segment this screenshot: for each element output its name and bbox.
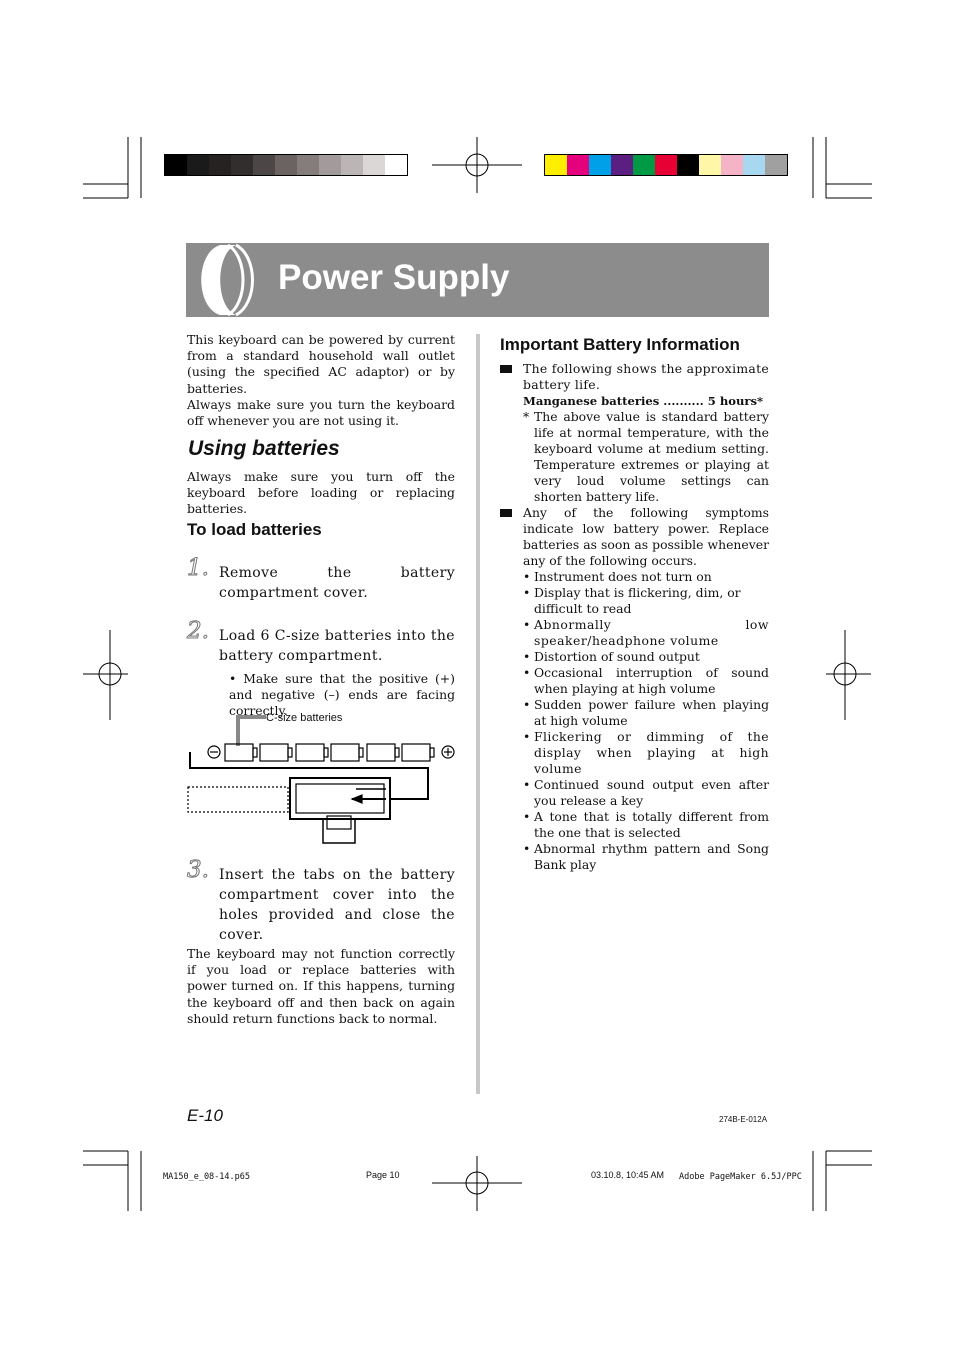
- list-item: [523, 585, 769, 617]
- swatch: [253, 155, 275, 175]
- swatch: [187, 155, 209, 175]
- bullet-icon: •: [523, 585, 531, 600]
- bullet-icon: •: [523, 809, 531, 824]
- bullet-icon: •: [523, 649, 531, 664]
- intro-paragraph: Always make sure you turn the keyboard off whenever you are not using it.: [187, 396, 455, 429]
- list-item-text: Display that is flickering, dim, or difficult to read: [534, 585, 741, 616]
- swatch: [655, 155, 677, 175]
- swatch: [297, 155, 319, 175]
- list-item: [523, 697, 769, 729]
- footnote: [500, 409, 769, 505]
- info-item-text: Any of the following symptoms indicate low battery power. Replace batteries as soon as possible whenever any of the following occurs.: [523, 505, 769, 568]
- step-text: Load 6 C-size batteries into the battery compartment.: [219, 628, 455, 664]
- swatch: [567, 155, 589, 175]
- swatch: [275, 155, 297, 175]
- bullet-icon: •: [523, 665, 531, 680]
- registration-mark-left: [80, 628, 130, 723]
- list-item: [523, 665, 769, 697]
- swatch: [363, 155, 385, 175]
- bullet-icon: •: [523, 617, 531, 632]
- page-title: Power Supply: [278, 258, 510, 297]
- list-item-text: Occasional interruption of sound when playing at high volume: [534, 665, 769, 696]
- section-text: Always make sure you turn off the keyboard before loading or replacing batteries.: [187, 469, 455, 517]
- intro-paragraph: This keyboard can be powered by current from a standard household wall outlet (using the specified AC adaptor) or by batteries.: [187, 332, 455, 396]
- bullet-icon: •: [523, 729, 531, 744]
- bullet-icon: •: [523, 697, 531, 712]
- crop-marks-top: [0, 0, 954, 220]
- closing-paragraph: The keyboard may not function correctly if you load or replace batteries with power turned on. If this happens, turning the keyboard off and then back on again should return functions back to normal.: [187, 946, 455, 1026]
- list-item: [523, 809, 769, 841]
- registration-mark-right: [824, 628, 874, 723]
- step-number: 1.: [187, 555, 209, 581]
- list-item: [523, 569, 769, 585]
- step-note: • Make sure that the positive (+) and negative (–) ends are facing correctly.: [229, 671, 455, 719]
- slug-page: Page 10: [366, 1170, 400, 1180]
- slug-date: 03.10.8, 10:45 AM: [591, 1170, 665, 1180]
- list-item-text: Sudden power failure when playing at high volume: [534, 697, 769, 728]
- swatch: [633, 155, 655, 175]
- list-item-text: Abnormally low speaker/headphone volume: [534, 617, 769, 648]
- step-text: Remove the battery compartment cover.: [219, 565, 455, 601]
- battery-life-label: Manganese batteries ..........: [523, 394, 704, 408]
- subsection-heading: Important Battery Information: [500, 335, 740, 354]
- subsection-heading: To load batteries: [187, 520, 322, 539]
- swatch: [209, 155, 231, 175]
- swatch: [743, 155, 765, 175]
- square-bullet-icon: [500, 509, 512, 517]
- swatch: [721, 155, 743, 175]
- list-item-text: Distortion of sound output: [534, 649, 700, 664]
- symptom-list: [500, 569, 769, 873]
- swatch: [699, 155, 721, 175]
- square-bullet-icon: [500, 365, 512, 373]
- swatch: [319, 155, 341, 175]
- swatch: [231, 155, 253, 175]
- swatch: [611, 155, 633, 175]
- list-item-text: Abnormal rhythm pattern and Song Bank play: [534, 841, 769, 872]
- crop-marks-bottom: [0, 1140, 954, 1220]
- column-divider: [476, 334, 480, 1094]
- swatch: [165, 155, 187, 175]
- battery-life-row: [500, 393, 769, 409]
- diagram-label: C-size batteries: [266, 712, 343, 724]
- battery-life-value: 5 hours*: [707, 394, 764, 408]
- battery-diagram: [186, 712, 461, 847]
- list-item-text: Flickering or dimming of the display when playing at high volume: [534, 729, 769, 776]
- swatch: [545, 155, 567, 175]
- list-item-text: Continued sound output even after you release a key: [534, 777, 769, 808]
- process-color-bar: [544, 154, 788, 176]
- slug-app: Adobe PageMaker 6.5J/PPC: [679, 1172, 802, 1182]
- list-item: [523, 777, 769, 809]
- footnote-text: The above value is standard battery life at normal temperature, with the keyboard volume at medium setting. Temperature extremes or playing at very loud volume settings can shorten battery life.: [534, 409, 769, 504]
- list-item: [523, 617, 769, 649]
- slug-filename: MA150_e_08-14.p65: [163, 1172, 250, 1182]
- step-number: 2.: [187, 618, 209, 644]
- list-item-text: A tone that is totally different from the one that is selected: [534, 809, 769, 840]
- banner-ornament: [190, 243, 262, 317]
- doc-code: 274B-E-012A: [719, 1115, 768, 1124]
- swatch: [385, 155, 407, 175]
- swatch: [341, 155, 363, 175]
- info-item: [500, 361, 769, 393]
- page-number: E-10: [187, 1106, 223, 1125]
- list-item: [523, 649, 769, 665]
- bullet-icon: •: [523, 841, 531, 856]
- section-heading: Using batteries: [188, 437, 340, 460]
- list-item: [523, 841, 769, 873]
- swatch: [589, 155, 611, 175]
- swatch: [677, 155, 699, 175]
- info-item-text: The following shows the approximate battery life.: [523, 361, 769, 392]
- info-item: [500, 505, 769, 569]
- list-item: [523, 729, 769, 777]
- gray-color-bar: [164, 154, 408, 176]
- bullet-icon: •: [523, 777, 531, 792]
- step-text: Insert the tabs on the battery compartment cover into the holes provided and close the cover.: [219, 867, 455, 943]
- bullet-icon: •: [523, 569, 531, 584]
- step-number: 3.: [187, 857, 209, 883]
- footnote-mark: *: [523, 409, 530, 424]
- swatch: [765, 155, 787, 175]
- list-item-text: Instrument does not turn on: [534, 569, 712, 584]
